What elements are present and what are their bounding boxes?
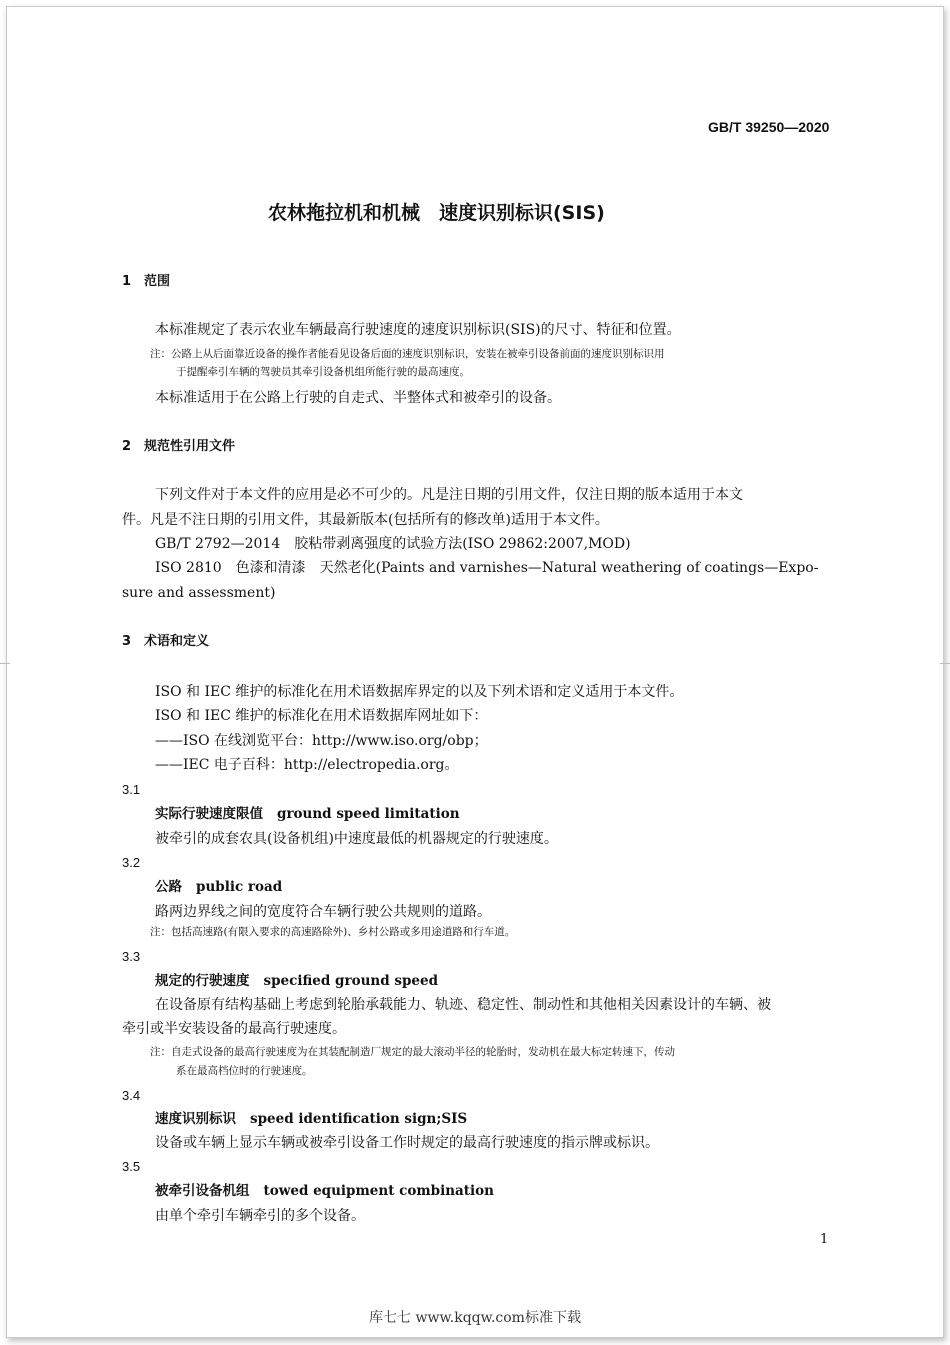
term-definition: 设备或车辆上显示车辆或被牵引设备工作时规定的最高行驶速度的指示牌或标识。: [155, 1135, 659, 1151]
section-2-heading: 2 规范性引用文件: [122, 439, 236, 454]
section-1-note-line-2: 于提醒牵引车辆的驾驶员其牵引设备机组所能行驶的最高速度。: [176, 366, 470, 378]
term-chinese: 速度识别标识: [155, 1111, 236, 1127]
term-definition-line-2: 牵引或半安装设备的最高行驶速度。: [122, 1021, 346, 1037]
term-definition: 由单个牵引车辆牵引的多个设备。: [155, 1208, 365, 1224]
term-chinese: 公路: [155, 879, 182, 895]
section-1-note-line-1: 注：公路上从后面靠近设备的操作者能看见设备后面的速度识别标识，安装在被牵引设备前面的速度识别标识用: [150, 348, 665, 360]
term-chinese: 实际行驶速度限值: [155, 806, 263, 822]
term-heading: [155, 971, 438, 991]
term-heading: [155, 1109, 467, 1129]
page-number: 1: [820, 1232, 829, 1247]
reference-iso-2810-line-2: sure and assessment): [122, 585, 276, 601]
term-english: specified ground speed: [263, 973, 439, 989]
section-1-scope-paragraph: 本标准适用于在公路上行驶的自走式、半整体式和被牵引的设备。: [155, 390, 561, 406]
term-english: public road: [196, 879, 283, 895]
section-1-paragraph: 本标准规定了表示农业车辆最高行驶速度的速度识别标识(SIS)的尺寸、特征和位置。: [155, 322, 681, 338]
crop-mark-right: [940, 663, 950, 664]
standard-number: GB/T 39250—2020: [708, 119, 830, 135]
term-heading: [155, 1181, 494, 1201]
section-3-paragraph-2: ISO 和 IEC 维护的标准化在用术语数据库网址如下：: [155, 708, 488, 724]
clause-number: 3.5: [122, 1159, 141, 1174]
clause-number: 3.2: [122, 855, 141, 870]
section-2-paragraph-line-1: 下列文件对于本文件的应用是必不可少的。凡是注日期的引用文件，仅注日期的版本适用于本文: [155, 487, 743, 503]
reference-gbt-2792: GB/T 2792—2014 胶粘带剥离强度的试验方法(ISO 29862:2007,MOD): [155, 536, 631, 552]
section-3-heading: 3 术语和定义: [122, 634, 210, 649]
term-definition-line-1: 在设备原有结构基础上考虑到轮胎承载能力、轨迹、稳定性、制动性和其他相关因素设计的车辆、被: [155, 997, 771, 1013]
term-definition: 路两边界线之间的宽度符合车辆行驶公共规则的道路。: [155, 904, 491, 920]
term-chinese: 被牵引设备机组: [155, 1183, 250, 1199]
iec-electropedia-link: ——IEC 电子百科：http://electropedia.org。: [155, 757, 459, 773]
term-heading: [155, 804, 460, 824]
term-note: 注：包括高速路(有限入要求的高速路除外)、乡村公路或多用途道路和行车道。: [150, 926, 516, 938]
term-definition: 被牵引的成套农具(设备机组)中速度最低的机器规定的行驶速度。: [155, 831, 558, 847]
clause-number: 3.1: [122, 782, 141, 797]
reference-iso-2810-line-1: ISO 2810 色漆和清漆 天然老化(Paints and varnishes—Natural weathering of coatings—Expo-: [155, 560, 819, 576]
term-chinese: 规定的行驶速度: [155, 973, 250, 989]
term-english: speed identification sign;SIS: [250, 1111, 468, 1127]
term-english: towed equipment combination: [263, 1183, 494, 1199]
watermark-footer: 库七七 www.kqqw.com标准下载: [369, 1310, 581, 1326]
section-1-heading: 1 范围: [122, 274, 171, 289]
clause-number: 3.3: [122, 949, 141, 964]
iso-obp-link: ——ISO 在线浏览平台：http://www.iso.org/obp；: [155, 733, 488, 749]
section-3-paragraph-1: ISO 和 IEC 维护的标准化在用术语数据库界定的以及下列术语和定义适用于本文件。: [155, 684, 684, 700]
crop-mark-left: [0, 663, 10, 664]
term-note-line-1: 注：自走式设备的最高行驶速度为在其装配制造厂规定的最大滚动半径的轮胎时，发动机在最大标定转速下，传动: [150, 1046, 675, 1058]
term-english: ground speed limitation: [277, 806, 460, 822]
term-note-line-2: 系在最高档位时的行驶速度。: [176, 1065, 313, 1077]
document-title: 农林拖拉机和机械 速度识别标识(SIS): [268, 202, 605, 224]
term-heading: [155, 877, 282, 897]
clause-number: 3.4: [122, 1088, 141, 1103]
section-2-paragraph-line-2: 件。凡是不注日期的引用文件，其最新版本(包括所有的修改单)适用于本文件。: [122, 512, 609, 528]
